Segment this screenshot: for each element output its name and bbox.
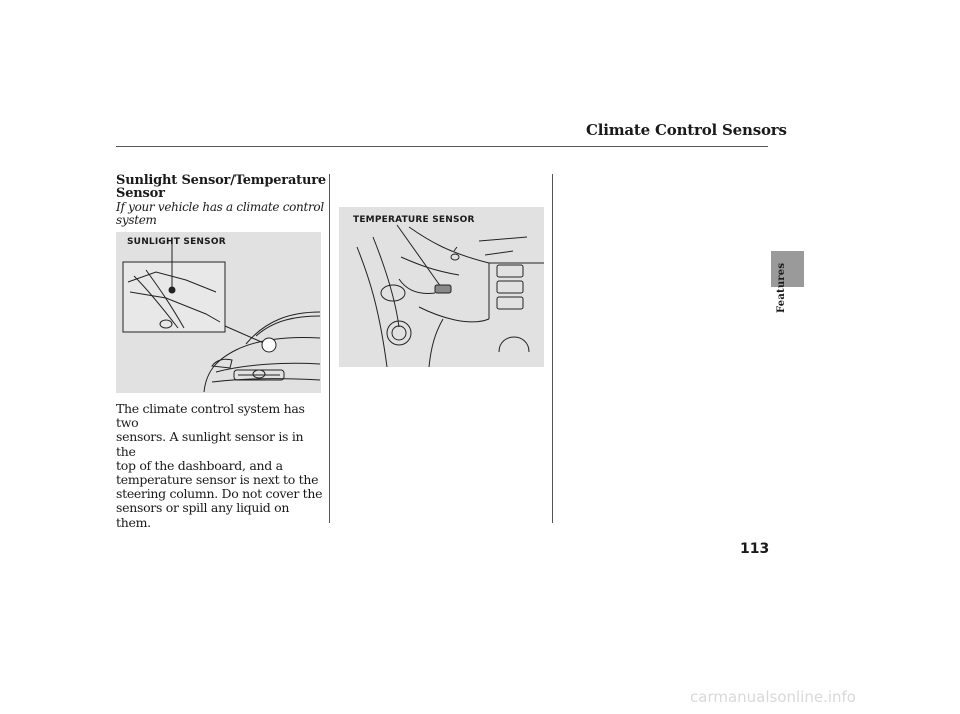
temperature-sensor-figure [339, 207, 544, 367]
body-line: The climate control system has two [116, 401, 305, 431]
page-title: Climate Control Sensors [586, 121, 787, 139]
section-heading [116, 174, 326, 200]
body-line: top of the dashboard, and a [116, 457, 283, 473]
section-note [116, 201, 326, 227]
body-line: sensors or spill any liquid on them. [116, 500, 290, 530]
watermark: carmanualsonline.info [690, 688, 856, 706]
body-paragraph [116, 402, 326, 530]
header-rule [116, 146, 768, 147]
section-note-line: If your vehicle has a climate control [116, 200, 324, 214]
sunlight-sensor-label: SUNLIGHT SENSOR [127, 237, 226, 247]
section-heading-line: Sensor [116, 186, 165, 201]
page-number: 113 [740, 541, 770, 557]
body-line: sensors. A sunlight sensor is in the [116, 429, 304, 459]
sunlight-sensor-illustration [116, 232, 321, 393]
body-line: steering column. Do not cover the [116, 486, 323, 502]
temperature-sensor-illustration [339, 207, 544, 367]
section-heading-line: Sunlight Sensor/Temperature [116, 173, 326, 188]
column-divider-left [329, 174, 330, 523]
body-line: temperature sensor is next to the [116, 472, 319, 488]
section-tab-label: Features [776, 262, 787, 313]
column-divider-right [552, 174, 553, 523]
sunlight-sensor-figure [116, 232, 321, 393]
section-note-line: system [116, 213, 157, 227]
temperature-sensor-label: TEMPERATURE SENSOR [353, 215, 475, 225]
